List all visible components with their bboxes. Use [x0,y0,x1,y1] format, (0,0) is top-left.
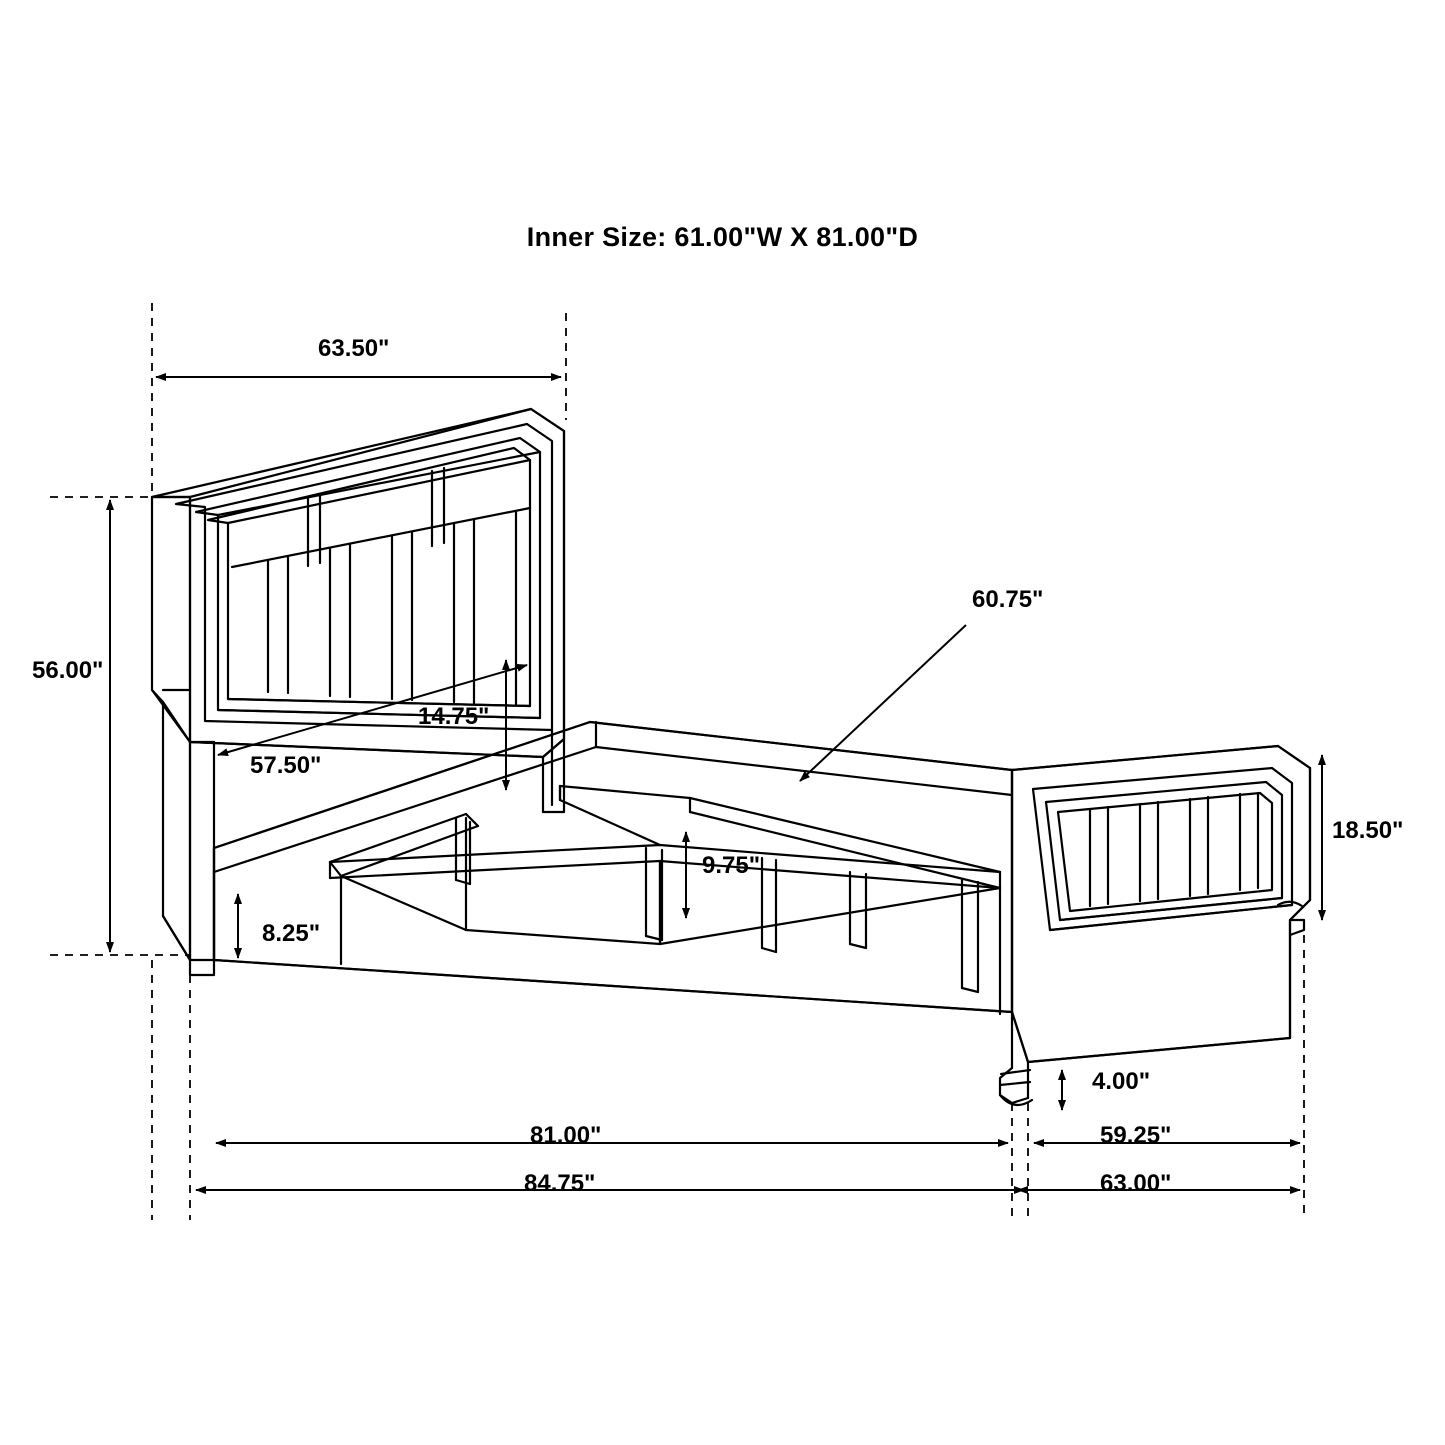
dim-label-inner-depth: 81.00" [530,1122,602,1149]
page-title: Inner Size: 61.00"W X 81.00"D [526,222,919,252]
dim-label-overall-depth: 84.75" [524,1170,596,1197]
dim-label-foot-overall-width: 63.00" [1100,1170,1172,1197]
bed-outline [152,409,1310,1105]
dim-label-panel-width: 57.50" [250,752,322,779]
dim-label-rail-pointer: 60.75" [972,586,1044,613]
dim-label-rail-clearance: 8.25" [262,920,321,947]
dim-label-foot-inner-width: 59.25" [1100,1122,1172,1149]
dim-label-headboard-height: 56.00" [32,657,104,684]
dim-label-foot-leg: 4.00" [1092,1068,1151,1095]
dim-label-headboard-width: 63.50" [318,335,390,362]
dim-label-post-height: 14.75" [418,703,490,730]
dim-label-slat-height: 9.75" [702,852,761,879]
dim-label-footboard-height: 18.50" [1332,817,1404,844]
dim-rail-pointer-leader [800,625,966,781]
